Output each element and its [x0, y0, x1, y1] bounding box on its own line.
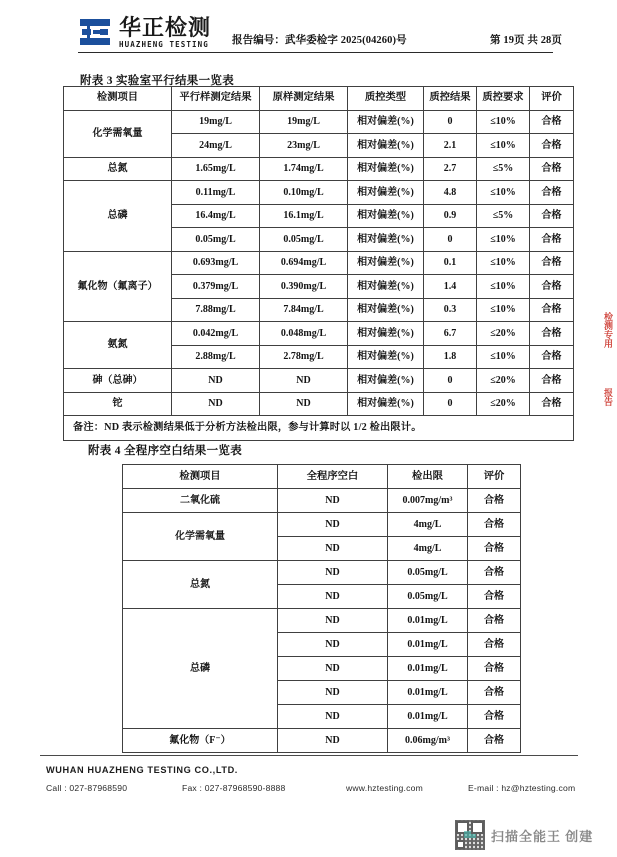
cell-item: 氟化物（F⁻） [123, 729, 278, 753]
cell-blank-result: ND [278, 561, 388, 585]
cell-qc-requirement: ≤20% [477, 392, 530, 416]
cell-detection-limit: 0.05mg/L [388, 561, 468, 585]
cell-parallel-result: 1.65mg/L [172, 157, 260, 181]
cell-blank-result: ND [278, 705, 388, 729]
cell-item: 砷（总砷） [64, 369, 172, 393]
table-row [64, 251, 574, 275]
cell-evaluation: 合格 [468, 537, 521, 561]
cell-item: 总氮 [64, 157, 172, 181]
cell-qc-type: 相对偏差(%) [348, 157, 424, 181]
table-row [64, 392, 574, 416]
th-qc-type: 质控类型 [348, 87, 424, 111]
cell-evaluation: 合格 [530, 181, 574, 205]
cell-evaluation: 合格 [530, 345, 574, 369]
table-row [123, 561, 521, 585]
cell-qc-type: 相对偏差(%) [348, 228, 424, 252]
cell-qc-type: 相对偏差(%) [348, 369, 424, 393]
table-row [64, 157, 574, 181]
cell-qc-requirement: ≤10% [477, 275, 530, 299]
table-row [64, 181, 574, 205]
cell-qc-type: 相对偏差(%) [348, 134, 424, 158]
cell-qc-result: 0 [424, 228, 477, 252]
table-header-row [123, 465, 521, 489]
cell-evaluation: 合格 [530, 275, 574, 299]
cell-qc-requirement: ≤20% [477, 322, 530, 346]
cell-qc-type: 相对偏差(%) [348, 181, 424, 205]
cell-blank-result: ND [278, 513, 388, 537]
cell-qc-type: 相对偏差(%) [348, 110, 424, 134]
cell-qc-result: 1.8 [424, 345, 477, 369]
cell-evaluation: 合格 [468, 729, 521, 753]
cell-detection-limit: 0.01mg/L [388, 633, 468, 657]
cell-evaluation: 合格 [530, 251, 574, 275]
cell-evaluation: 合格 [468, 705, 521, 729]
cell-qc-result: 0 [424, 110, 477, 134]
cell-detection-limit: 0.01mg/L [388, 705, 468, 729]
cell-detection-limit: 0.01mg/L [388, 609, 468, 633]
cell-qc-type: 相对偏差(%) [348, 392, 424, 416]
cell-parallel-result: ND [172, 369, 260, 393]
footer-website[interactable]: www.hztesting.com [346, 783, 423, 793]
table4-head [123, 465, 521, 489]
table-header-row [64, 87, 574, 111]
cell-evaluation: 合格 [530, 369, 574, 393]
cell-parallel-result: 19mg/L [172, 110, 260, 134]
footer-divider [40, 755, 578, 756]
cell-blank-result: ND [278, 729, 388, 753]
cell-qc-type: 相对偏差(%) [348, 275, 424, 299]
cell-evaluation: 合格 [530, 392, 574, 416]
cell-blank-result: ND [278, 681, 388, 705]
report-number: 报告编号：武华委检字 2025(04260)号 [232, 35, 407, 46]
cell-evaluation: 合格 [468, 657, 521, 681]
cell-parallel-result: 24mg/L [172, 134, 260, 158]
cell-parallel-result: 0.11mg/L [172, 181, 260, 205]
cell-detection-limit: 4mg/L [388, 537, 468, 561]
cell-blank-result: ND [278, 657, 388, 681]
footer-company-name: WUHAN HUAZHENG TESTING CO.,LTD. [46, 765, 238, 775]
cell-original-result: 0.390mg/L [260, 275, 348, 299]
cell-item: 氟化物（氟离子） [64, 251, 172, 322]
cell-parallel-result: 0.693mg/L [172, 251, 260, 275]
th-evaluation: 评价 [468, 465, 521, 489]
company-logo [78, 16, 211, 50]
cell-qc-requirement: ≤10% [477, 345, 530, 369]
cell-item: 铊 [64, 392, 172, 416]
th-blank: 全程序空白 [278, 465, 388, 489]
table3-foot [64, 416, 574, 441]
table-row [123, 609, 521, 633]
cell-qc-result: 6.7 [424, 322, 477, 346]
cell-evaluation: 合格 [468, 633, 521, 657]
cell-qc-result: 4.8 [424, 181, 477, 205]
cell-original-result: 0.05mg/L [260, 228, 348, 252]
table-row [64, 110, 574, 134]
cell-original-result: 19mg/L [260, 110, 348, 134]
cell-qc-result: 0 [424, 392, 477, 416]
cell-qc-type: 相对偏差(%) [348, 322, 424, 346]
cell-evaluation: 合格 [468, 609, 521, 633]
table3-body [64, 110, 574, 416]
cell-qc-result: 0.9 [424, 204, 477, 228]
table3-title: 附表 3 实验室平行结果一览表 [80, 75, 234, 87]
cell-item: 总氮 [123, 561, 278, 609]
table-row [123, 489, 521, 513]
th-item: 检测项目 [64, 87, 172, 111]
th-original: 原样测定结果 [260, 87, 348, 111]
edge-stamp-mark-bottom: 报告 [603, 388, 613, 406]
cell-detection-limit: 4mg/L [388, 513, 468, 537]
cell-original-result: 0.10mg/L [260, 181, 348, 205]
cell-qc-requirement: ≤5% [477, 204, 530, 228]
cell-qc-requirement: ≤10% [477, 110, 530, 134]
cell-evaluation: 合格 [468, 681, 521, 705]
cell-qc-result: 0.1 [424, 251, 477, 275]
th-evaluation: 评价 [530, 87, 574, 111]
watermark-text: 扫描全能王 创建 [491, 828, 594, 844]
edge-stamp-mark-top: 检测专用 [603, 312, 613, 348]
cell-evaluation: 合格 [468, 585, 521, 609]
cell-parallel-result: 0.05mg/L [172, 228, 260, 252]
cell-qc-requirement: ≤5% [477, 157, 530, 181]
cell-item: 化学需氧量 [123, 513, 278, 561]
cell-qc-result: 2.1 [424, 134, 477, 158]
cell-original-result: 7.84mg/L [260, 298, 348, 322]
table-note-row [64, 416, 574, 441]
cell-original-result: ND [260, 392, 348, 416]
cell-qc-result: 0.3 [424, 298, 477, 322]
cell-item: 氨氮 [64, 322, 172, 369]
cell-parallel-result: 2.88mg/L [172, 345, 260, 369]
logo-english-name: HUAZHENG TESTING [119, 40, 209, 49]
cell-qc-requirement: ≤10% [477, 251, 530, 275]
huazheng-logo-icon [78, 17, 112, 47]
qr-center-tint [464, 831, 476, 838]
th-qc-result: 质控结果 [424, 87, 477, 111]
cell-qc-type: 相对偏差(%) [348, 204, 424, 228]
camscanner-watermark [455, 820, 593, 850]
table-row [123, 729, 521, 753]
cell-evaluation: 合格 [468, 489, 521, 513]
cell-blank-result: ND [278, 585, 388, 609]
cell-original-result: 23mg/L [260, 134, 348, 158]
cell-blank-result: ND [278, 489, 388, 513]
parallel-results-table [63, 86, 574, 441]
table-row [64, 322, 574, 346]
cell-qc-requirement: ≤10% [477, 298, 530, 322]
footer-email[interactable]: E-mail : hz@hztesting.com [468, 783, 576, 793]
cell-parallel-result: 16.4mg/L [172, 204, 260, 228]
cell-original-result: 16.1mg/L [260, 204, 348, 228]
cell-detection-limit: 0.01mg/L [388, 681, 468, 705]
page-header [0, 0, 617, 62]
cell-parallel-result: 0.042mg/L [172, 322, 260, 346]
cell-original-result: ND [260, 369, 348, 393]
th-parallel: 平行样测定结果 [172, 87, 260, 111]
cell-evaluation: 合格 [530, 157, 574, 181]
cell-evaluation: 合格 [530, 322, 574, 346]
cell-evaluation: 合格 [468, 513, 521, 537]
table4-body [123, 489, 521, 753]
cell-evaluation: 合格 [530, 204, 574, 228]
cell-parallel-result: ND [172, 392, 260, 416]
table4-title: 附表 4 全程序空白结果一览表 [88, 445, 242, 457]
cell-item: 总磷 [123, 609, 278, 729]
cell-qc-type: 相对偏差(%) [348, 345, 424, 369]
table-row [123, 513, 521, 537]
cell-qc-result: 0 [424, 369, 477, 393]
cell-item: 化学需氧量 [64, 110, 172, 157]
cell-evaluation: 合格 [530, 228, 574, 252]
table-row [64, 369, 574, 393]
cell-item: 总磷 [64, 181, 172, 252]
cell-detection-limit: 0.01mg/L [388, 657, 468, 681]
logo-chinese-name: 华正检测 [119, 15, 212, 40]
page-number: 第 19页 共 28页 [490, 35, 562, 46]
cell-original-result: 2.78mg/L [260, 345, 348, 369]
procedural-blank-table [122, 464, 521, 753]
table3-head [64, 87, 574, 111]
cell-parallel-result: 7.88mg/L [172, 298, 260, 322]
qr-code-icon [455, 820, 485, 850]
header-meta [232, 32, 562, 47]
cell-blank-result: ND [278, 609, 388, 633]
cell-qc-requirement: ≤10% [477, 228, 530, 252]
cell-evaluation: 合格 [530, 110, 574, 134]
cell-qc-result: 2.7 [424, 157, 477, 181]
cell-qc-requirement: ≤10% [477, 134, 530, 158]
qr-finder-bottom-left [456, 840, 465, 849]
cell-detection-limit: 0.05mg/L [388, 585, 468, 609]
cell-qc-requirement: ≤10% [477, 181, 530, 205]
cell-qc-type: 相对偏差(%) [348, 298, 424, 322]
cell-qc-requirement: ≤20% [477, 369, 530, 393]
cell-qc-type: 相对偏差(%) [348, 251, 424, 275]
cell-blank-result: ND [278, 537, 388, 561]
cell-detection-limit: 0.007mg/m³ [388, 489, 468, 513]
cell-evaluation: 合格 [468, 561, 521, 585]
cell-original-result: 0.694mg/L [260, 251, 348, 275]
cell-original-result: 0.048mg/L [260, 322, 348, 346]
footer-phone: Call : 027-87968590 [46, 783, 128, 793]
header-divider [78, 52, 553, 53]
cell-parallel-result: 0.379mg/L [172, 275, 260, 299]
th-qc-req: 质控要求 [477, 87, 530, 111]
th-item: 检测项目 [123, 465, 278, 489]
footer-fax: Fax : 027-87968590-8888 [182, 783, 286, 793]
table3-note: 备注：ND 表示检测结果低于分析方法检出限，参与计算时以 1/2 检出限计。 [64, 416, 574, 441]
th-detection-limit: 检出限 [388, 465, 468, 489]
cell-original-result: 1.74mg/L [260, 157, 348, 181]
cell-evaluation: 合格 [530, 134, 574, 158]
cell-detection-limit: 0.06mg/m³ [388, 729, 468, 753]
cell-item: 二氧化硫 [123, 489, 278, 513]
cell-evaluation: 合格 [530, 298, 574, 322]
cell-blank-result: ND [278, 633, 388, 657]
cell-qc-result: 1.4 [424, 275, 477, 299]
